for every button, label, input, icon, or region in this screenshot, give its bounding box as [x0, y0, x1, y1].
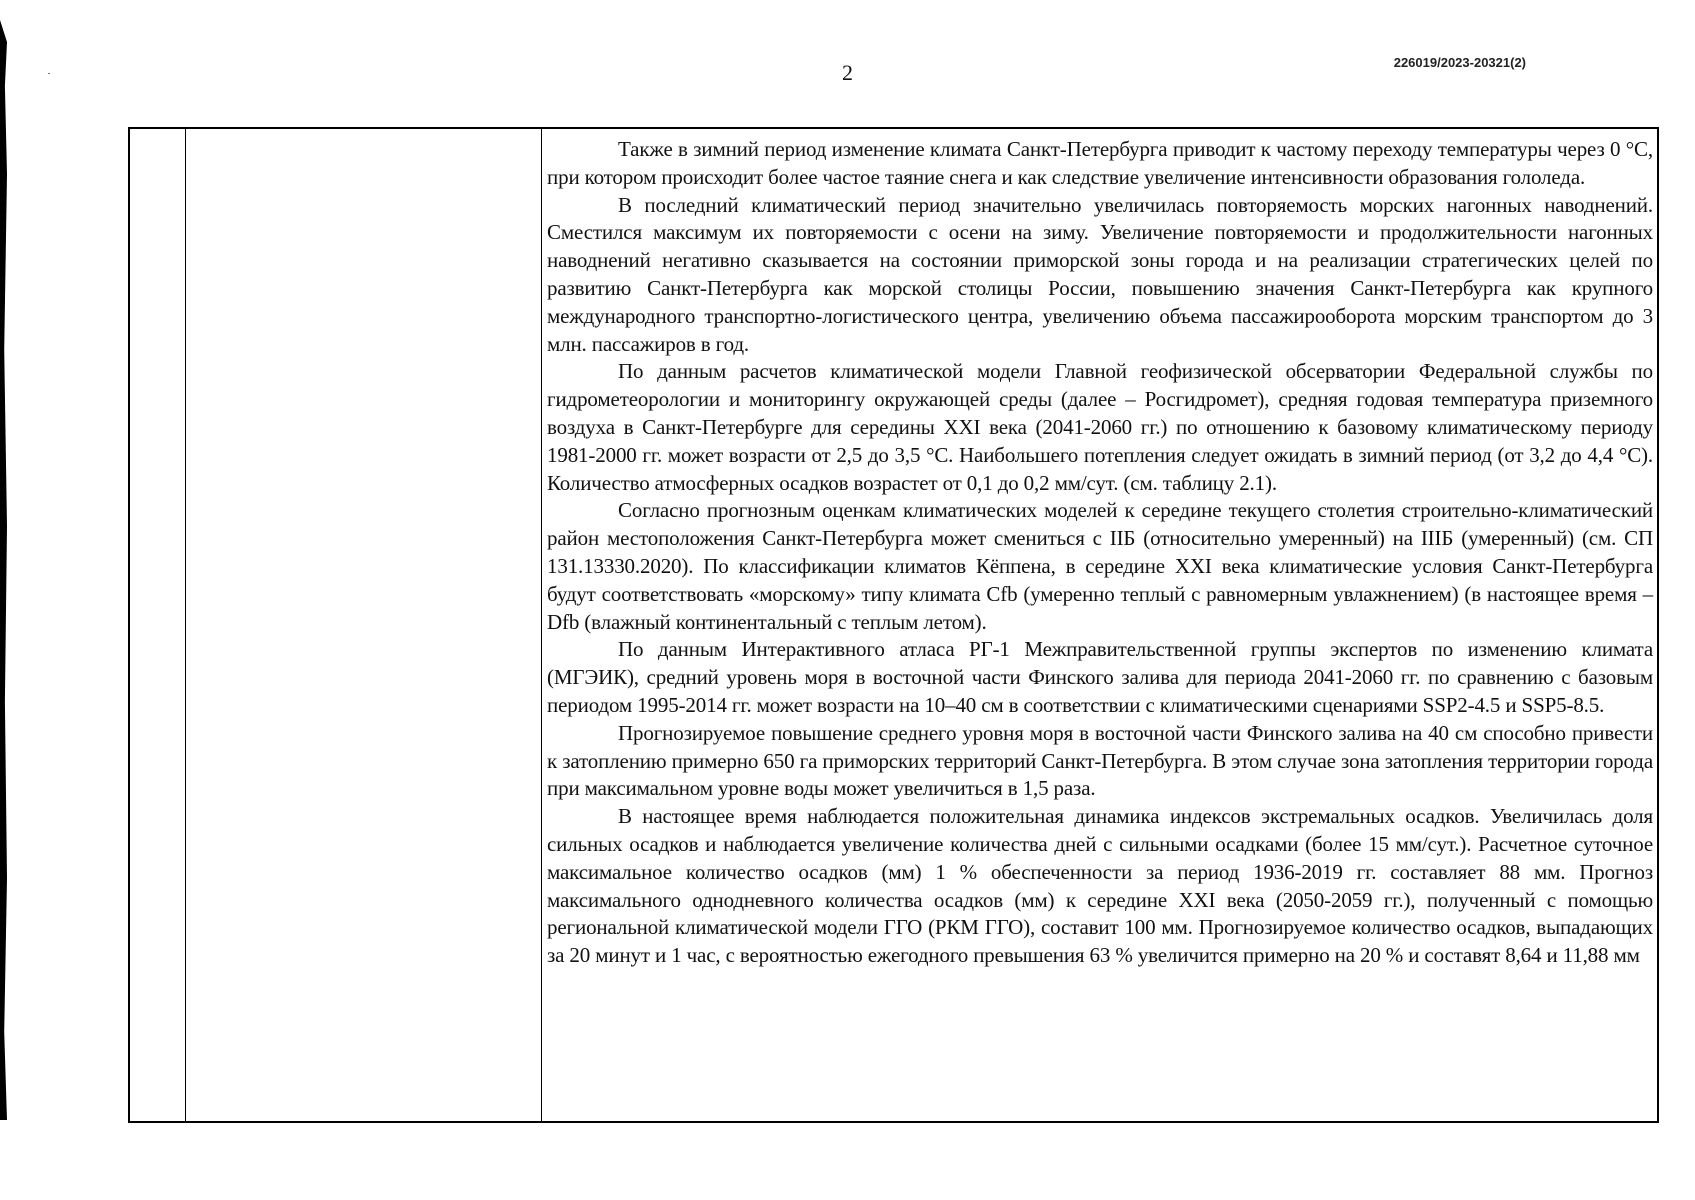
paragraph-sea-level: По данным Интерактивного атласа РГ-1 Межправительственной группы экспертов по изменению климата (МГЭИК), средний уровень моря в восточной части Финского залива для периода 2041-2060 гг. по сравнению с базовым периодом 1995-2014 гг. может возрасти на 10–40 см в соответствии с климатическими сценариями SSP2-4.5 и SSP5-8.5. — [547, 637, 1653, 717]
table-column-content — [542, 129, 1657, 1121]
paragraph-temperature-forecast: По данным расчетов климатической модели Главной геофизической обсерватории Федеральной службы по гидрометеорологии и мониторингу окружающей среды (далее – Росгидромет), средняя годовая температура приземного воздуха в Санкт-Петербурге для середины XXI века (2041-2060 гг.) по отношению к базовому климатическому периоду 1981-2000 гг. может возрасти от 2,5 до 3,5 °С. Наибольшего потепления следует ожидать в зимний период (от 3,2 до 4,4 °С). Количество атмосферных осадков возрастет от 0,1 до 0,2 мм/сут. (см. таблицу 2.1). — [547, 359, 1653, 495]
page-number: 2 — [842, 60, 853, 85]
paragraph-extreme-precipitation: В настоящее время наблюдается положительная динамика индексов экстремальных осадков. Увеличилась доля сильных осадков и наблюдается увеличение количества дней с сильными осадками (более 15 мм/сут.). Расчетное суточное максимальное количество осадков (мм) 1 % обеспеченности за период 1936-2019 гг. составляет 88 мм. Прогноз максимального однодневного количества осадков (мм) к середине XXI века (2050-2059 гг.), полученный с помощью региональной климатической модели ГГО (РКМ ГГО), составит 100 мм. Прогнозируемое количество осадков, выпадающих за 20 минут и 1 час, с вероятностью ежегодного превышения 63 % увеличится примерно на 20 % и составят 8,64 и 11,88 мм — [547, 804, 1653, 968]
paragraph-winter-ice: Также в зимний период изменение климата Санкт-Петербурга приводит к частому переходу температуры через 0 °С, при котором происходит более частое таяние снега и как следствие увеличение интенсивности образования гололеда. — [547, 137, 1653, 189]
paragraph-surge-floods: В последний климатический период значительно увеличилась повторяемость морских нагонных наводнений. Сместился максимум их повторяемости с осени на зиму. Увеличение повторяемости и продолжительности нагонных наводнений негативно сказывается на состоянии приморской зоны города и на реализации стратегических целей по развитию Санкт-Петербурга как морской столицы России, повышению значения Санкт-Петербурга как крупного международного транспортно-логистического центра, увеличению объема пассажирооборота морским транспортом до 3 млн. пассажиров в год. — [547, 192, 1653, 356]
table-column-number — [130, 129, 186, 1121]
paragraph-flooding-area: Прогнозируемое повышение среднего уровня моря в восточной части Финского залива на 40 см способно привести к затоплению примерно 650 га приморских территорий Санкт-Петербурга. В этом случае зона затопления территории города при максимальном уровне воды может увеличиться в 1,5 раза. — [547, 720, 1653, 801]
document-table — [128, 127, 1659, 1123]
document-id: 226019/2023-20321(2) — [1393, 55, 1526, 70]
table-column-section — [186, 129, 542, 1121]
paragraph-climate-zone: Согласно прогнозным оценкам климатических моделей к середине текущего столетия строительно-климатический район местоположения Санкт-Петербурга может смениться с IIБ (относительно умеренный) на IIIБ (умеренный) (см. СП 131.13330.2020). По классификации климатов Кёппена, в середине XXI века климатические условия Санкт-Петербурга будут соответствовать «морскому» типу климата Cfb (умеренно теплый с равномерным увлажнением) (в настоящее время – Dfb (влажный континентальный с теплым летом). — [547, 498, 1653, 634]
scan-edge-shadow — [0, 20, 7, 1120]
